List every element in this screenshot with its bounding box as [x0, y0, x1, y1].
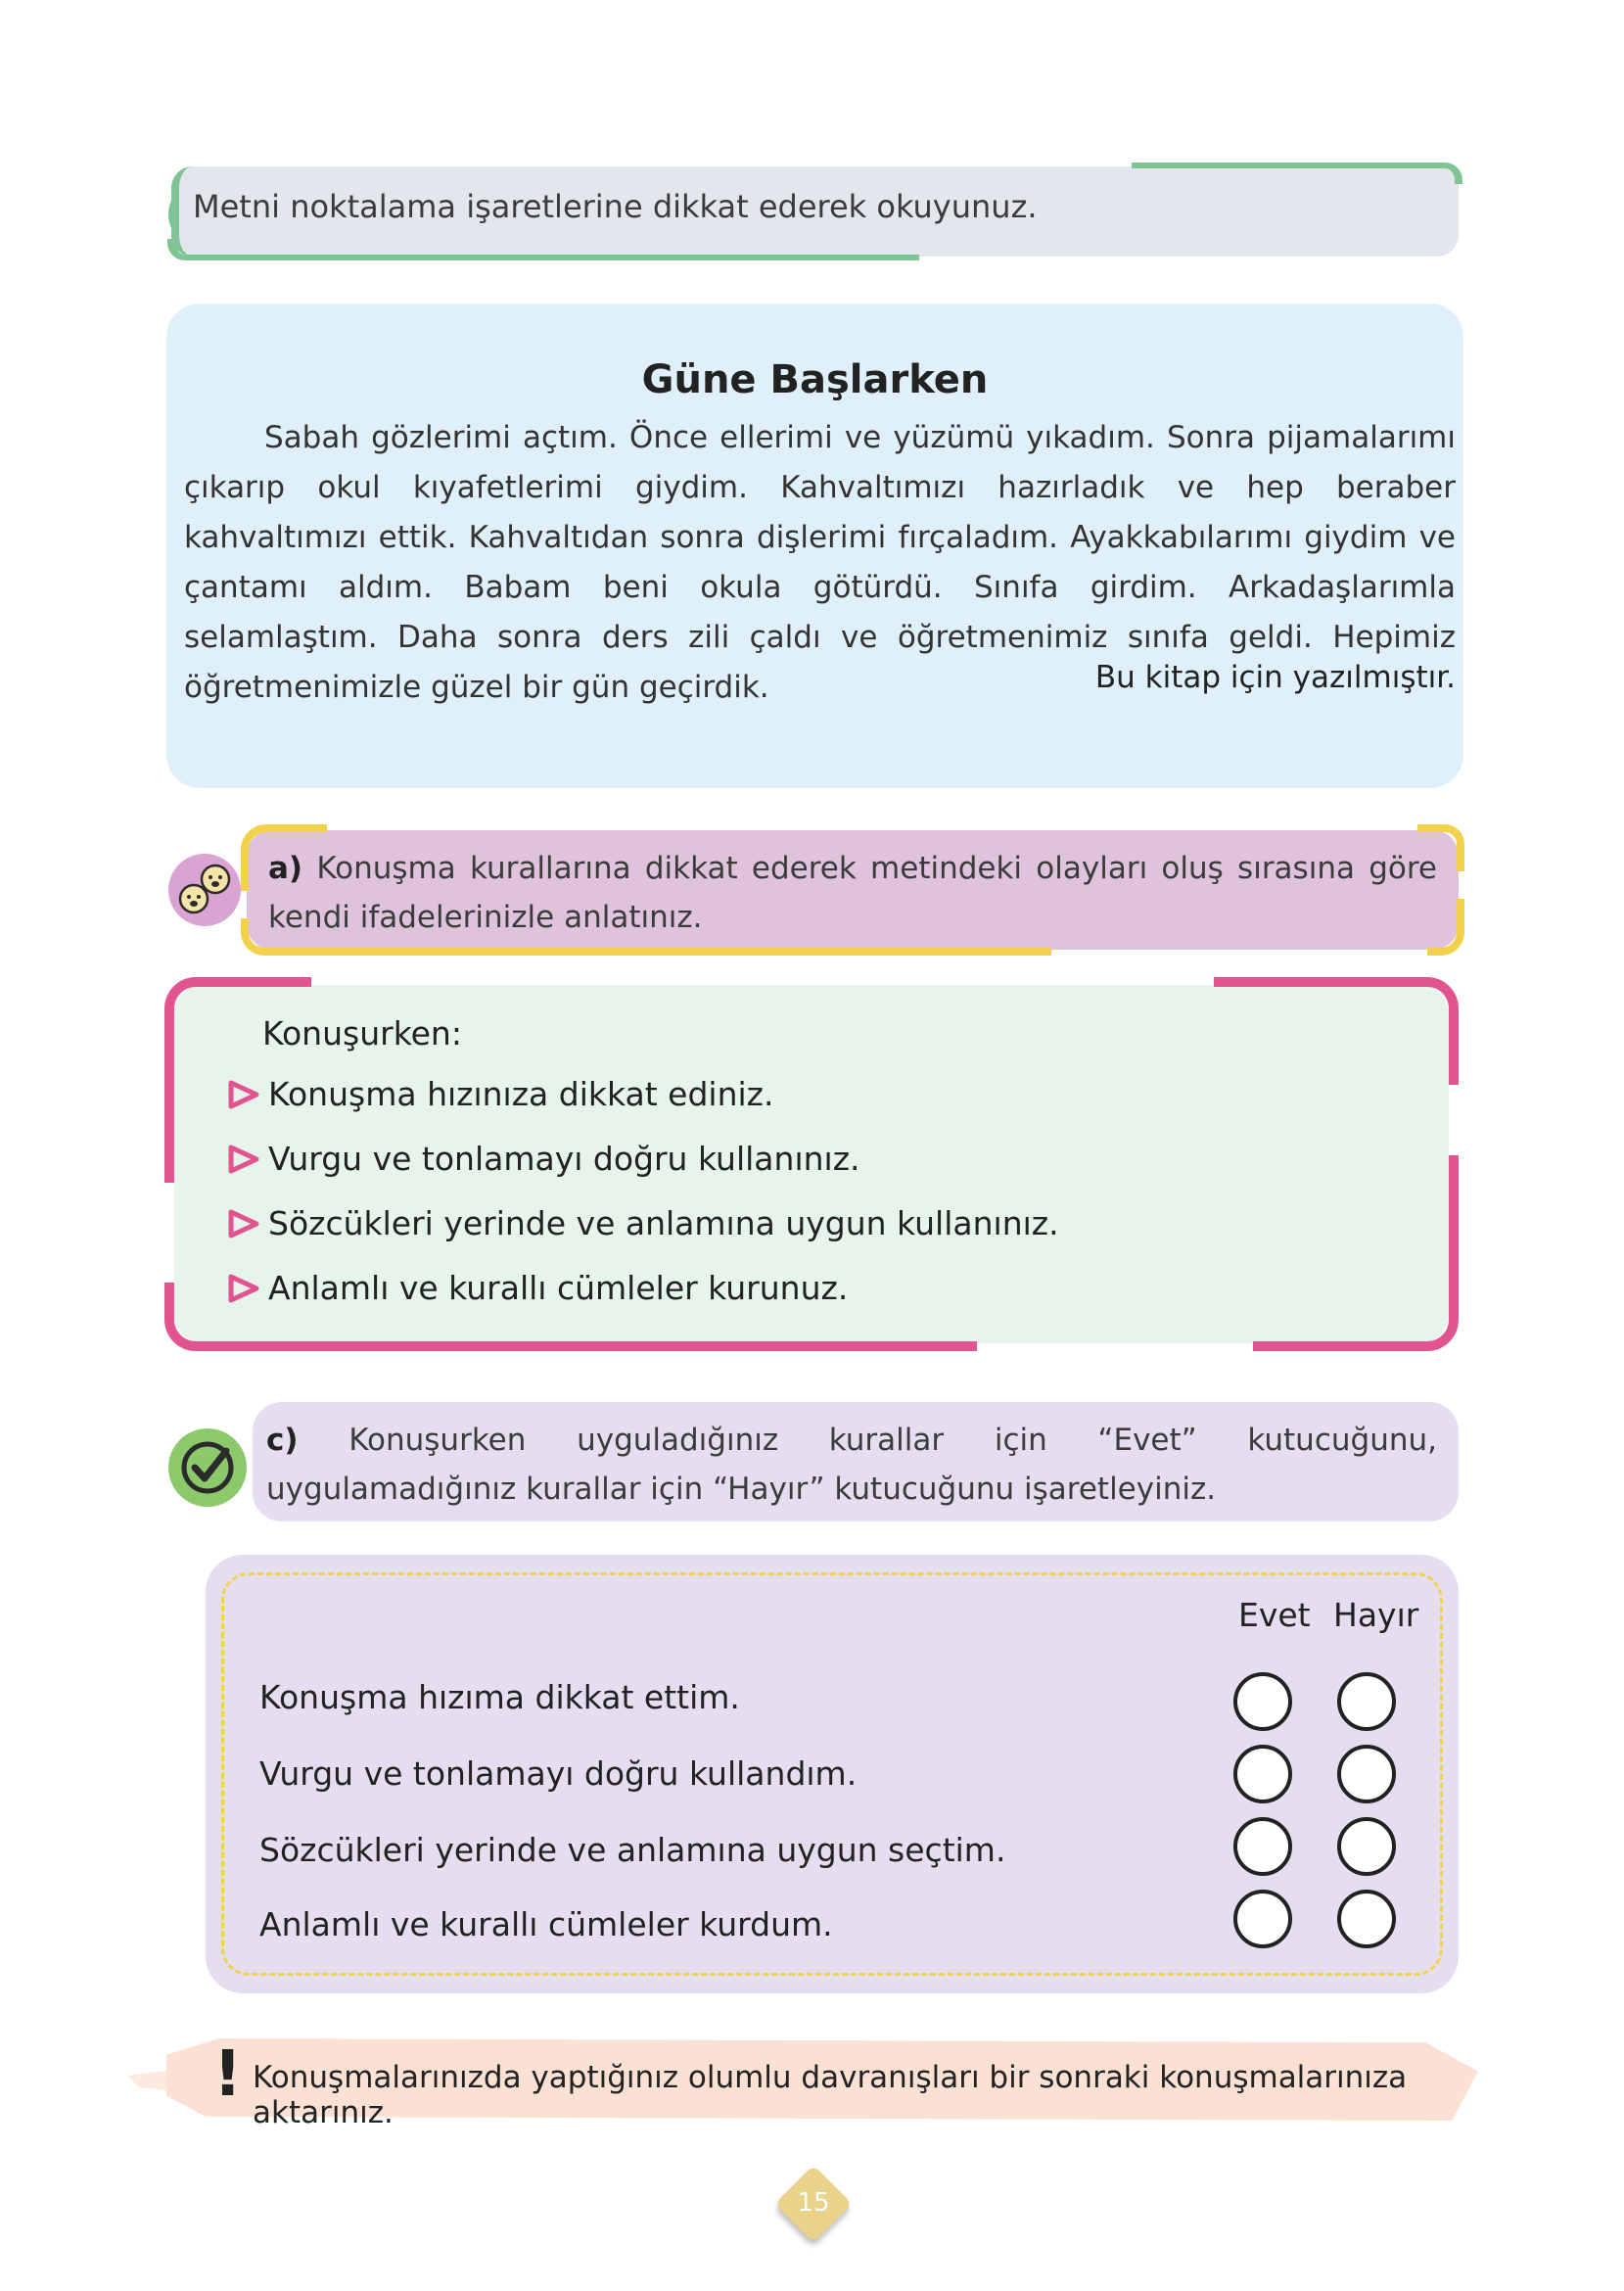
yes-checkbox[interactable] — [1233, 1890, 1292, 1948]
checklist-instruction-text: Konuşurken uyguladığınız kurallar için “Evet” kutucuğunu, uygulamadığınız kurallar için “Hayır” kutucuğunu işaretleyiniz. — [266, 1423, 1437, 1507]
checklist-row-label: Vurgu ve tonlamayı doğru kullandım. — [259, 1754, 858, 1793]
self-assessment-checklist — [206, 1555, 1459, 1993]
rule-item-label: Anlamlı ve kurallı cümleler kurunuz. — [268, 1269, 849, 1307]
reading-instruction — [171, 166, 1459, 257]
rule-item-label: Konuşma hızınıza dikkat ediniz. — [268, 1075, 774, 1113]
tip-note — [127, 2031, 1498, 2128]
story-body: Sabah gözlerimi açtım. Önce ellerimi ve yüzümü yıkadım. Sonra pijamalarımı çıkarıp okul kıyafetlerimi giydim. Kahvaltımızı hazırladık ve hep beraber kahvaltımızı ettik. Kahvaltıdan sonra dişlerimi fırçaladım. Ayakkabılarımı giydim ve çantamı aldım. Babam beni okula götürdü. Sınıfa girdim. Arkadaşlarımla selamlaştım. Daha sonra ders zili çaldı ve öğretmenimiz sınıfa geldi. Hepimiz öğretmenimizle güzel bir gün geçirdik. — [184, 420, 1456, 705]
no-checkbox[interactable] — [1337, 1890, 1396, 1948]
no-checkbox[interactable] — [1337, 1672, 1396, 1731]
rules-heading: Konuşurken: — [262, 1014, 462, 1052]
arrow-icon — [225, 1078, 262, 1111]
instruction-letter-c: c) — [266, 1423, 299, 1458]
page-number-label: 15 — [797, 2188, 830, 2218]
rule-item-label: Sözcükleri yerinde ve anlamına uygun kullanınız. — [268, 1204, 1059, 1242]
page-number — [778, 2169, 849, 2239]
arrow-icon — [225, 1207, 262, 1240]
speaking-faces-icon — [168, 854, 241, 926]
column-header-yes: Evet — [1238, 1596, 1311, 1634]
checklist-row-label: Anlamlı ve kurallı cümleler kurdum. — [259, 1905, 833, 1943]
story-credit: Bu kitap için yazılmıştır. — [1094, 660, 1456, 695]
arrow-icon — [225, 1272, 262, 1305]
no-checkbox[interactable] — [1337, 1745, 1396, 1803]
story-box — [166, 304, 1463, 788]
column-header-no: Hayır — [1333, 1596, 1419, 1634]
reading-instruction-text: Metni noktalama işaretlerine dikkat ederek okuyunuz. — [193, 188, 1038, 225]
checklist-row-label: Sözcükleri yerinde ve anlamına uygun seçtim. — [259, 1831, 1006, 1869]
arrow-icon — [225, 1143, 262, 1176]
rule-item — [225, 1269, 848, 1307]
exclamation-icon: ! — [213, 2038, 243, 2111]
rule-item — [225, 1204, 1059, 1242]
speaking-rules-box — [164, 977, 1459, 1351]
checklist-instruction — [253, 1402, 1459, 1521]
instruction-letter-a: a) — [268, 851, 303, 886]
yes-checkbox[interactable] — [1233, 1745, 1292, 1803]
no-checkbox[interactable] — [1337, 1817, 1396, 1876]
rule-item — [225, 1140, 860, 1178]
yes-checkbox[interactable] — [1233, 1817, 1292, 1876]
checkmark-icon — [168, 1428, 247, 1507]
rule-item-label: Vurgu ve tonlamayı doğru kullanınız. — [268, 1140, 860, 1178]
speaking-instruction — [247, 830, 1459, 950]
yes-checkbox[interactable] — [1233, 1672, 1292, 1731]
rule-item — [225, 1075, 773, 1113]
story-title: Güne Başlarken — [641, 357, 989, 402]
tip-note-text: Konuşmalarınızda yaptığınız olumlu davranışları bir sonraki konuşmalarınıza aktarınız. — [253, 2060, 1408, 2130]
checklist-row-label: Konuşma hızıma dikkat ettim. — [259, 1678, 740, 1716]
speaking-instruction-text: Konuşma kurallarına dikkat ederek metindeki olayları oluş sırasına göre kendi ifadelerinizle anlatınız. — [268, 851, 1437, 935]
